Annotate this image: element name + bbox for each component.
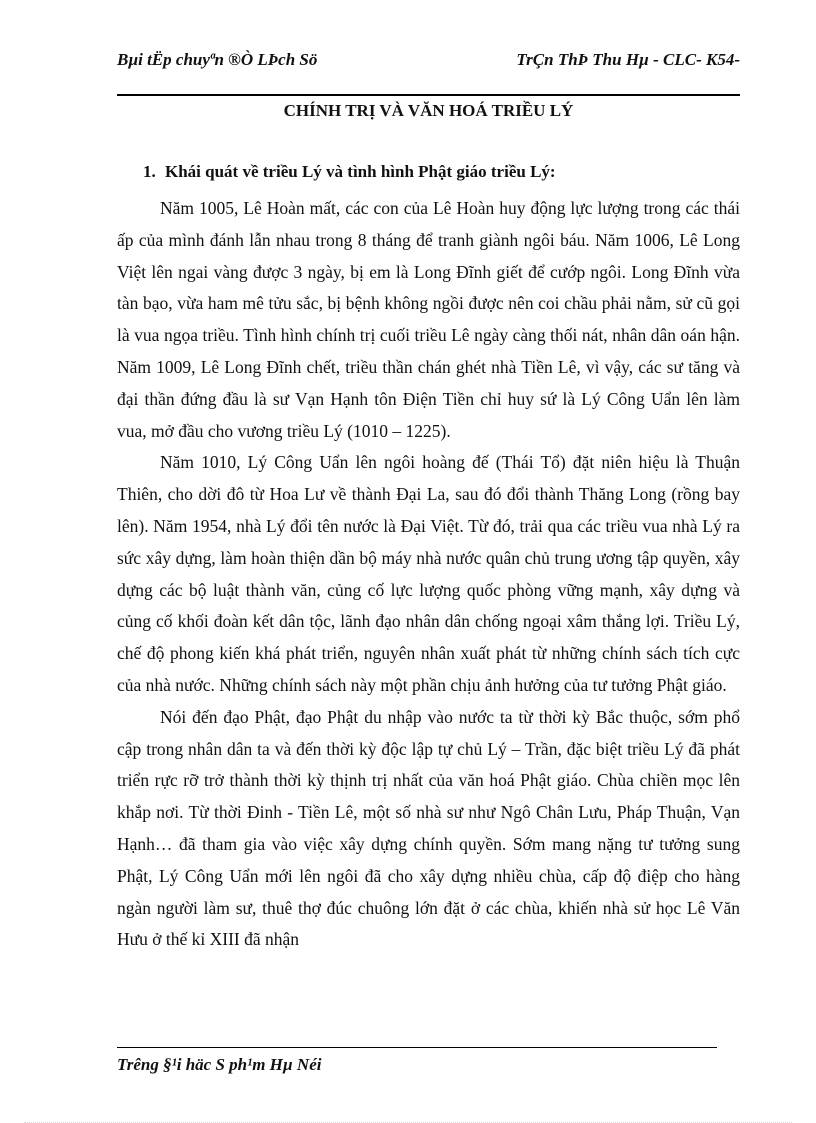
section-number: 1. [143,162,156,181]
header-right: TrÇn ThÞ Thu Hµ - CLC- K54- [516,50,740,69]
section-heading [143,160,743,184]
footer-text: Trêng §¹i häc S ph¹m Hµ Néi [117,1055,322,1074]
paragraph-2: Năm 1010, Lý Công Uẩn lên ngôi hoàng đế (Thái Tổ) đặt niên hiệu là Thuận Thiên, cho dời đô từ Hoa Lư về thành Đại La, sau đó đổi thành Thăng Long (rồng bay lên). Năm 1954, nhà Lý đổi tên nước là Đại Việt. Từ đó, trải qua các triều vua nhà Lý ra sức xây dựng, làm hoàn thiện dần bộ máy nhà nước quân chủ trung ương tập quyền, xây dựng các bộ luật thành văn, củng cố lực lượng quốc phòng vững mạnh, xây dựng và củng cố khối đoàn kết dân tộc, lãnh đạo nhân dân chống ngoại xâm thắng lợi. Triều Lý, chế độ phong kiến khá phát triển, nguyên nhân xuất phát từ những chính sách tích cực của nhà nước. Những chính sách này một phần chịu ảnh hưởng của tư tưởng Phật giáo. [117,452,740,695]
header-left: Bµi tËp chuyªn ®Ò LÞch Sö [117,50,318,69]
section-heading-text: Khái quát về triều Lý và tình hình Phật giáo triều Lý: [165,162,556,181]
document-title: CHÍNH TRỊ VÀ VĂN HOÁ TRIỀU LÝ [283,101,574,120]
paragraph-1: Năm 1005, Lê Hoàn mất, các con của Lê Hoàn huy động lực lượng trong các thái ấp của mình đánh lẫn nhau trong 8 tháng để tranh giành ngôi báu. Năm 1006, Lê Long Việt lên ngai vàng được 3 ngày, bị em là Long Đĩnh giết để cướp ngôi. Long Đĩnh vừa tàn bạo, vừa ham mê tửu sắc, bị bệnh không ngồi được nên coi chầu phải nằm, sử cũ gọi là vua ngọa triều. Tình hình chính trị cuối triều Lê ngày càng thối nát, nhân dân oán hận. Năm 1009, Lê Long Đĩnh chết, triều thần chán ghét nhà Tiền Lê, vì vậy, các sư tăng và đại thần đứng đầu là sư Vạn Hạnh tôn Điện Tiền chỉ huy sứ là Lý Công Uẩn lên làm vua, mở đầu cho vương triều Lý (1010 – 1225). [117,198,740,441]
footer-rule [117,1047,717,1048]
body-text [117,193,740,956]
paragraph-3: Nói đến đạo Phật, đạo Phật du nhập vào nước ta từ thời kỳ Bắc thuộc, sớm phổ cập trong nhân dân ta và đến thời kỳ độc lập tự chủ Lý – Trần, đặc biệt triều Lý đã phát triển rực rỡ trở thành thời kỳ thịnh trị nhất của văn hoá Phật giáo. Chùa chiền mọc lên khắp nơi. Từ thời Đinh - Tiền Lê, một số nhà sư như Ngô Chân Lưu, Pháp Thuận, Vạn Hạnh… đã tham gia vào việc xây dựng chính quyền. Sớm mang nặng tư tưởng sung Phật, Lý Công Uẩn mới lên ngôi đã cho xây dựng nhiều chùa, cấp độ điệp cho hàng ngàn người làm sư, thuê thợ đúc chuông lớn đặt ở các chùa, khiến nhà sử học Lê Văn Hưu ở thế kỉ XIII đã nhận [117,706,740,950]
header-rule [117,94,740,96]
